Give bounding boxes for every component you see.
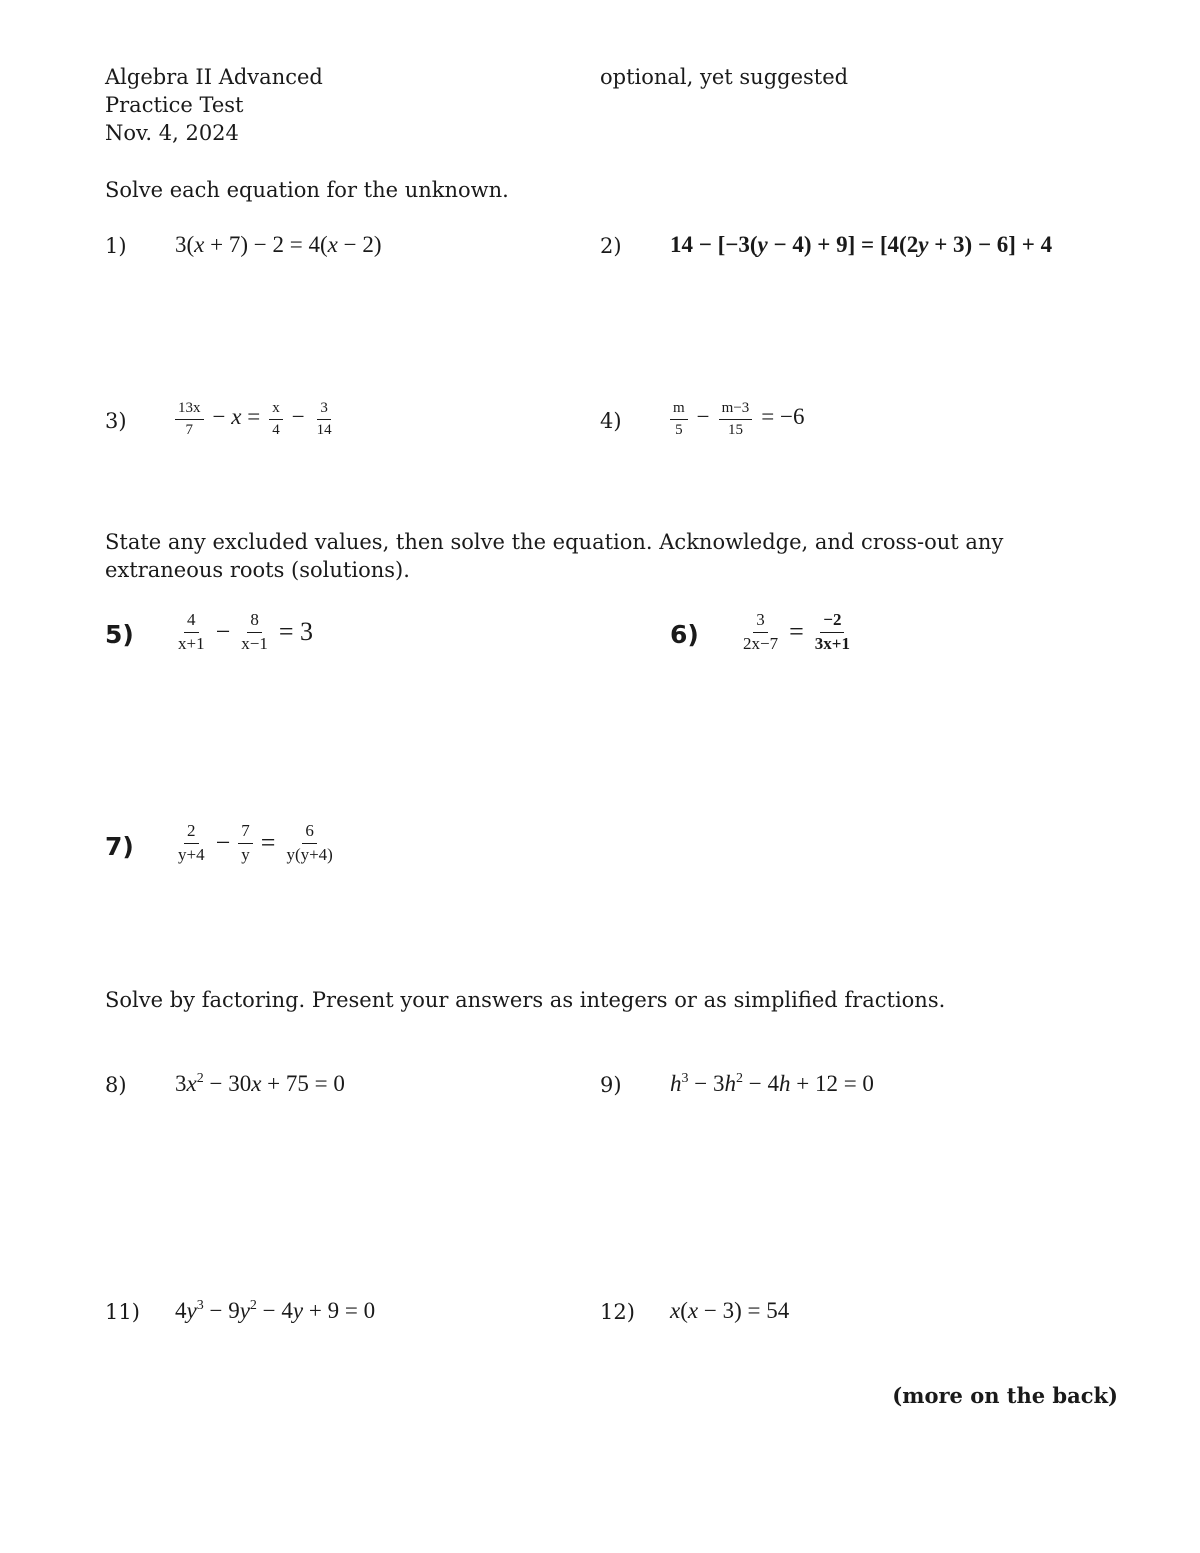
- p5-rhs: = 3: [278, 617, 314, 647]
- problem-4-number: 4): [600, 409, 622, 433]
- p7-frac2-den: y: [241, 844, 250, 864]
- p3-frac3-den: 14: [316, 421, 332, 438]
- problem-9-equation: $h^3 - 3h^2 - 4h + 12 = 0$: [670, 1071, 874, 1096]
- p7-frac1-num: 2: [184, 822, 199, 844]
- p5-frac1-num: 4: [184, 611, 199, 633]
- test-title: Practice Test: [105, 93, 244, 117]
- test-date: Nov. 4, 2024: [105, 121, 239, 145]
- p7-frac1-den: y+4: [178, 844, 205, 864]
- optional-note: optional, yet suggested: [600, 65, 849, 89]
- p6-frac1-num: 3: [753, 611, 768, 633]
- problem-11-number: 11): [105, 1300, 140, 1324]
- p3-frac3-num: 3: [317, 400, 331, 420]
- p7-frac2-num: 7: [238, 822, 253, 844]
- p6-frac2-den: 3x+1: [814, 633, 850, 653]
- p4-frac1-num: m: [670, 400, 688, 420]
- problem-6-number: 6): [670, 620, 699, 649]
- p4-rhs: = −6: [761, 404, 805, 430]
- problem-7-equation: $\frac{2}{y+4}$ − $\frac{7}{y}$ = $\frac{6}{y(y+4)}$: [172, 822, 339, 864]
- problem-1-equation: 3(x + 7) − 2 = 4(x − 2): [175, 232, 382, 257]
- p3-frac1-den: 7: [185, 421, 193, 438]
- p4-frac2-den: 15: [727, 421, 743, 438]
- p3-frac2-den: 4: [272, 421, 280, 438]
- p7-frac3-den: y(y+4): [286, 844, 333, 864]
- p5-frac1-den: x+1: [178, 633, 205, 653]
- p4-frac1-den: 5: [675, 421, 683, 438]
- problem-11-equation: $4y^3 - 9y^2 - 4y + 9 = 0$: [175, 1298, 376, 1323]
- problem-9-number: 9): [600, 1073, 622, 1097]
- course-name: Algebra II Advanced: [105, 65, 323, 89]
- p5-frac2-den: x−1: [241, 633, 268, 653]
- problem-5-number: 5): [105, 620, 134, 649]
- p5-frac2-num: 8: [247, 611, 262, 633]
- problem-5-equation: $\frac{4}{x+1}$ − $\frac{8}{x-1}$ = 3: [172, 611, 318, 653]
- problem-2-equation: 14 − [−3(y − 4) + 9] = [4(2y + 3) − 6] + 4: [670, 232, 1053, 257]
- p4-frac2-num: m−3: [719, 400, 753, 420]
- problem-1-number: 1): [105, 234, 127, 258]
- problem-7-number: 7): [105, 832, 134, 861]
- section-1-instructions: Solve each equation for the unknown.: [105, 178, 509, 202]
- problem-2-number: 2): [600, 234, 622, 258]
- problem-12-equation: x(x − 3) = 54: [670, 1298, 790, 1323]
- problem-6-equation: $\frac{3}{2x-7}$ = $\frac{-2}{3x+1}$: [737, 611, 856, 653]
- section-3-instructions: Solve by factoring. Present your answers as integers or as simplified fractions.: [105, 988, 946, 1012]
- more-on-back-note: (more on the back): [892, 1383, 1118, 1408]
- p3-frac1-num: 13x: [175, 400, 204, 420]
- p3-frac2-num: x: [269, 400, 283, 420]
- problem-4-equation: $\frac{m}{5}$ − $\frac{m-3}{15}$ = −6: [667, 400, 811, 438]
- p7-frac3-num: 6: [302, 822, 317, 844]
- problem-3-number: 3): [105, 409, 127, 433]
- p6-frac1-den: 2x−7: [743, 633, 779, 653]
- section-2-instructions-line1: State any excluded values, then solve the equation. Acknowledge, and cross-out any: [105, 530, 1004, 554]
- problem-12-number: 12): [600, 1300, 635, 1324]
- problem-3-equation: $\frac{13x}{7}$ − x = $\frac{x}{4}$ − $\frac{3}{14}$: [172, 400, 338, 438]
- section-2-instructions-line2: extraneous roots (solutions).: [105, 558, 410, 582]
- problem-8-number: 8): [105, 1073, 127, 1097]
- p6-frac2-num: −2: [820, 611, 844, 633]
- problem-8-equation: $3x^2 - 30x + 75 = 0$: [175, 1071, 345, 1096]
